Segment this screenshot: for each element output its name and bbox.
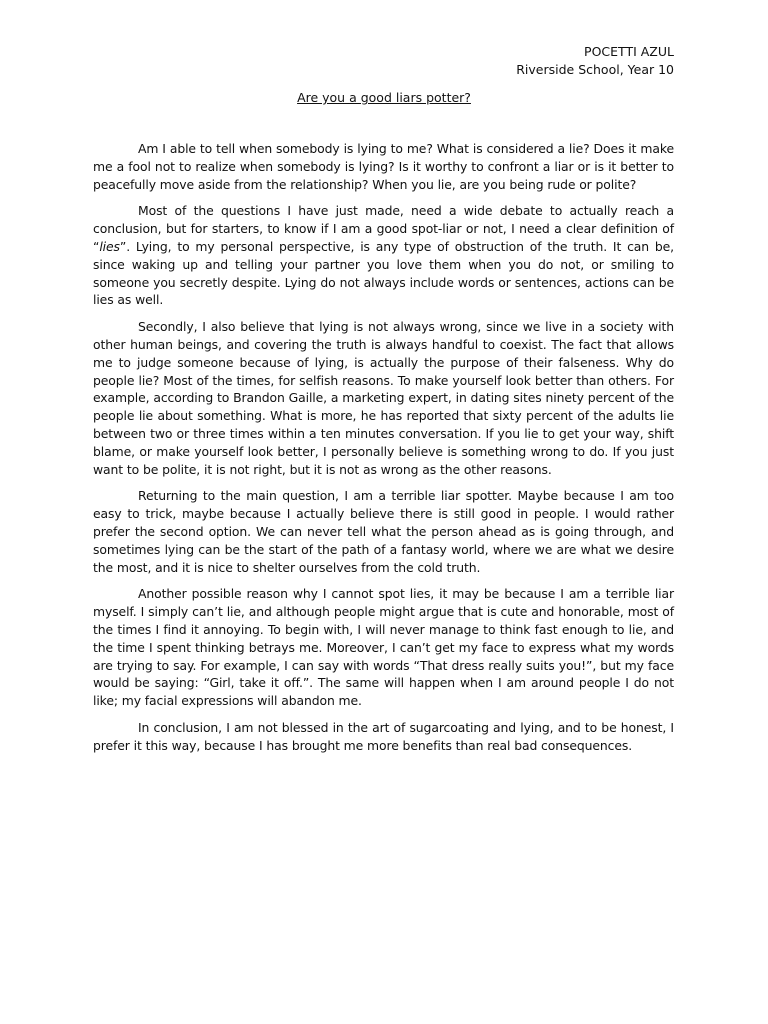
paragraph-5: Another possible reason why I cannot spot lies, it may be because I am a terrible liar myself. I simply can’t lie, and although people might argue that is cute and honorable, most of the times I find it annoying. To begin with, I will never manage to think fast enough to lie, and the time I spent thinking betrays me. Moreover, I can’t get my face to express what my words are trying to say. For example, I can say with words “That dress really suits you!”, but my face would be saying: “Girl, take it off.”. The same will happen when I am around people I do not like; my facial expressions will abandon me.: [93, 586, 674, 709]
paragraph-4: Returning to the main question, I am a terrible liar spotter. Maybe because I am too easy to trick, maybe because I actually believe there is still good in people. I would rather prefer the second option. We can never tell what the person ahead as is going through, and sometimes lying can be the start of the path of a fantasy world, where we are what we desire the most, and it is nice to shelter ourselves from the cold truth.: [93, 488, 674, 575]
paragraph-2-emphasis: lies: [99, 238, 120, 254]
paragraph-6: In conclusion, I am not blessed in the art of sugarcoating and lying, and to be honest, I prefer it this way, because I has brought me more benefits than real bad consequences.: [93, 719, 674, 753]
paragraph-3: Secondly, I also believe that lying is not always wrong, since we live in a society with other human beings, and covering the truth is always handful to coexist. The fact that allows me to judge someone because of lying, is actually the purpose of their falseness. Why do people lie? Most of the times, for selfish reasons. To make yourself look better than others. For example, according to Brandon Gaille, a marketing expert, in dating sites ninety percent of the people lie about something. What is more, he has reported that sixty percent of the adults lie between two or three times within a ten minutes conversation. If you lie to get your way, shift blame, or make yourself look better, I personally believe is something wrong to do. If you just want to be polite, it is not right, but it is not as wrong as the other reasons.: [93, 319, 674, 477]
paragraph-2: [93, 202, 674, 309]
author-name: POCETTI AZUL: [584, 44, 674, 59]
document-title: Are you a good liars potter?: [297, 90, 471, 105]
school-info: Riverside School, Year 10: [516, 62, 674, 77]
paragraph-2-after: ”. Lying, to my personal perspective, is any type of obstruction of the truth. It can be, since waking up and telling your partner you love them when you do not, or smiling to someone you secretly despite. Lying do not always include words or sentences, actions can be lies as well.: [93, 238, 674, 308]
paragraph-1: Am I able to tell when somebody is lying to me? What is considered a lie? Does it make me a fool not to realize when somebody is lying? Is it worthy to confront a liar or is it better to peacefully move aside from the relationship? When you lie, are you being rude or polite?: [93, 141, 674, 192]
essay-body: [93, 140, 674, 764]
document-header: [516, 43, 674, 79]
paragraph-2-before: Most of the questions I have just made, need a wide debate to actually reach a conclusion, but for starters, to know if I am a good spot-liar or not, I need a clear definition of “: [93, 203, 674, 254]
